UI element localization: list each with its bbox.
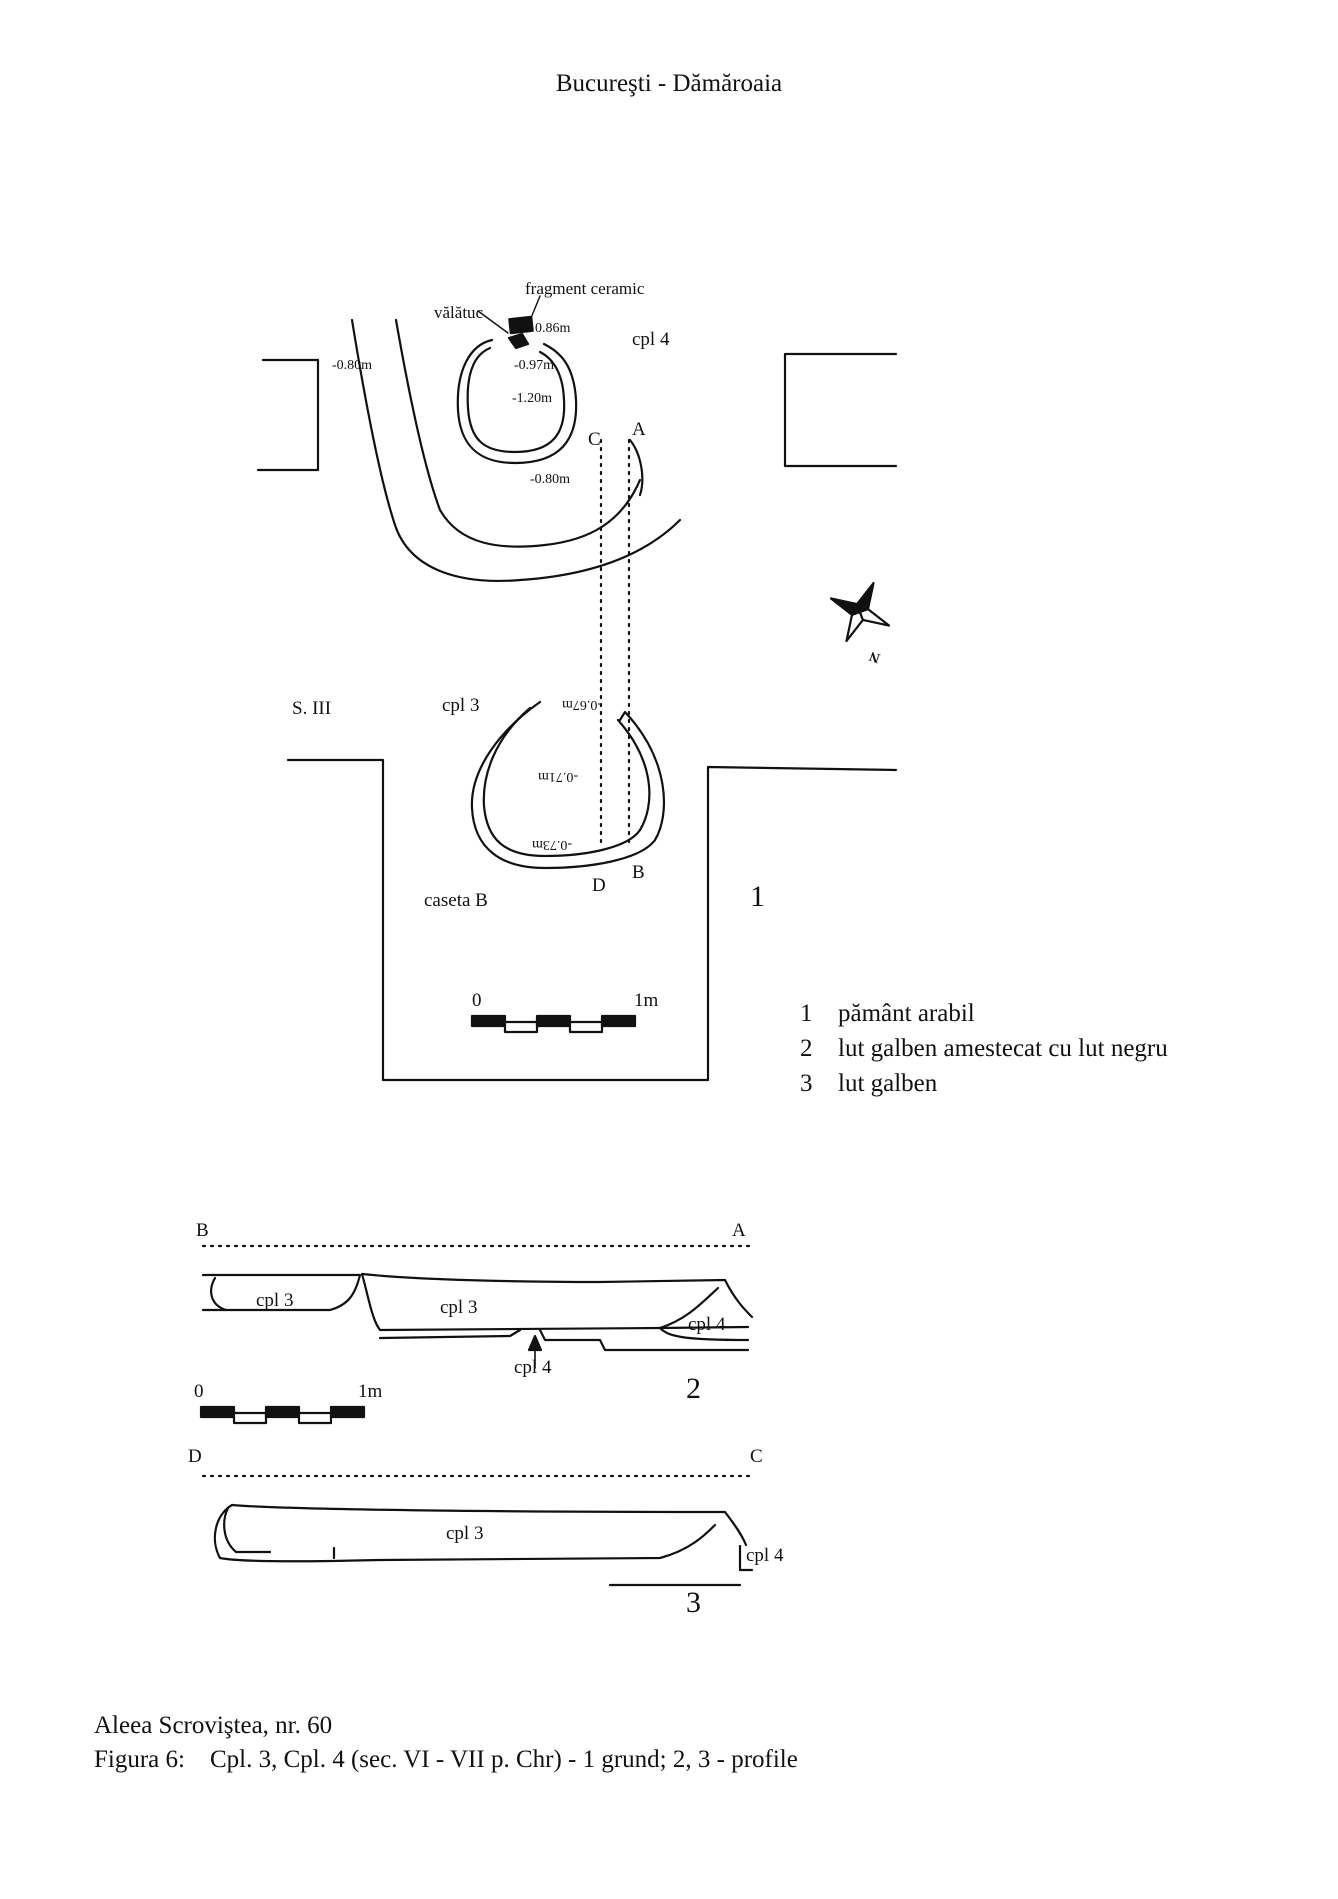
- label-cpl3: cpl 3: [442, 695, 480, 716]
- depth-120: -1.20m: [512, 391, 553, 406]
- profile1-arrow-icon: [529, 1336, 541, 1350]
- label-section-a: A: [632, 419, 646, 440]
- page-title: Bucureşti - Dămăroaia: [555, 70, 783, 97]
- profile-scale-zero: 0: [194, 1381, 204, 1402]
- plan-scale-one: 1m: [634, 990, 659, 1011]
- profile2-num: 3: [686, 1586, 701, 1619]
- profile2-cpl3: [232, 1505, 746, 1545]
- profile1-cpl3-left: cpl 3: [256, 1290, 294, 1311]
- legend-text-3: lut galben: [838, 1070, 938, 1097]
- legend-text-2: lut galben amestecat cu lut negru: [838, 1035, 1168, 1062]
- legend-num-2: 2: [800, 1035, 813, 1062]
- label-section-c: C: [588, 429, 601, 450]
- profile-scale-one: 1m: [358, 1381, 383, 1402]
- profile2-cpl4: cpl 4: [746, 1545, 784, 1566]
- legend-num-3: 3: [800, 1070, 813, 1097]
- profile1-cpl3a-inner: [211, 1278, 226, 1310]
- depth-080-bottom: -0.80m: [530, 472, 571, 487]
- profile1-cpl3-middle: cpl 3: [440, 1297, 478, 1318]
- label-s3: S. III: [292, 698, 332, 719]
- north-label: N: [867, 647, 883, 666]
- depth-071: -0.71m: [538, 769, 579, 784]
- label-caseta-b: caseta B: [424, 890, 488, 911]
- profile-scale-bar: [201, 1407, 364, 1423]
- depth-067: -0.67m: [562, 697, 603, 712]
- plan-scale-bar: [472, 1016, 635, 1032]
- trench-left-block: [258, 360, 318, 470]
- profile2-label-c: C: [750, 1446, 763, 1467]
- caption-figure: Figura 6: Cpl. 3, Cpl. 4 (sec. VI - VII p. Chr) - 1 grund; 2, 3 - profile: [94, 1746, 798, 1773]
- profile2-cpl3-inner: [224, 1508, 270, 1552]
- label-figure-1: 1: [750, 880, 765, 913]
- valatuc-roll: [509, 334, 528, 348]
- legend-num-1: 1: [800, 1000, 813, 1027]
- profile1-num: 2: [686, 1372, 701, 1405]
- label-section-b: B: [632, 862, 645, 883]
- profile2-label-d: D: [188, 1446, 202, 1467]
- caption-location: Aleea Scroviştea, nr. 60: [94, 1712, 333, 1739]
- depth-097: -0.97m: [514, 358, 555, 373]
- label-valatuc: vălătuc: [434, 303, 484, 322]
- trench-right-block: [785, 354, 896, 466]
- profile1-cpl4-right: cpl 4: [688, 1314, 726, 1335]
- profile1-label-b: B: [196, 1220, 209, 1241]
- depth-080-left: -0.80m: [332, 358, 373, 373]
- label-fragment-ceramic: fragment ceramic: [525, 279, 645, 298]
- depth-073: -0.73m: [532, 837, 573, 852]
- plan-scale-zero: 0: [472, 990, 482, 1011]
- profile2-cpl3: cpl 3: [446, 1523, 484, 1544]
- north-arrow-icon: [817, 569, 902, 654]
- fragment-leader: [531, 296, 540, 318]
- depth-086: 0.86m: [535, 321, 571, 336]
- legend-text-1: pământ arabil: [838, 1000, 975, 1027]
- label-section-d: D: [592, 875, 606, 896]
- profile1-cpl4-arrow: cpl 4: [514, 1357, 552, 1378]
- profile1-label-a: A: [732, 1220, 746, 1241]
- ceramic-fragment: [509, 317, 532, 333]
- ditch-inner: [396, 320, 640, 547]
- label-cpl4: cpl 4: [632, 329, 670, 350]
